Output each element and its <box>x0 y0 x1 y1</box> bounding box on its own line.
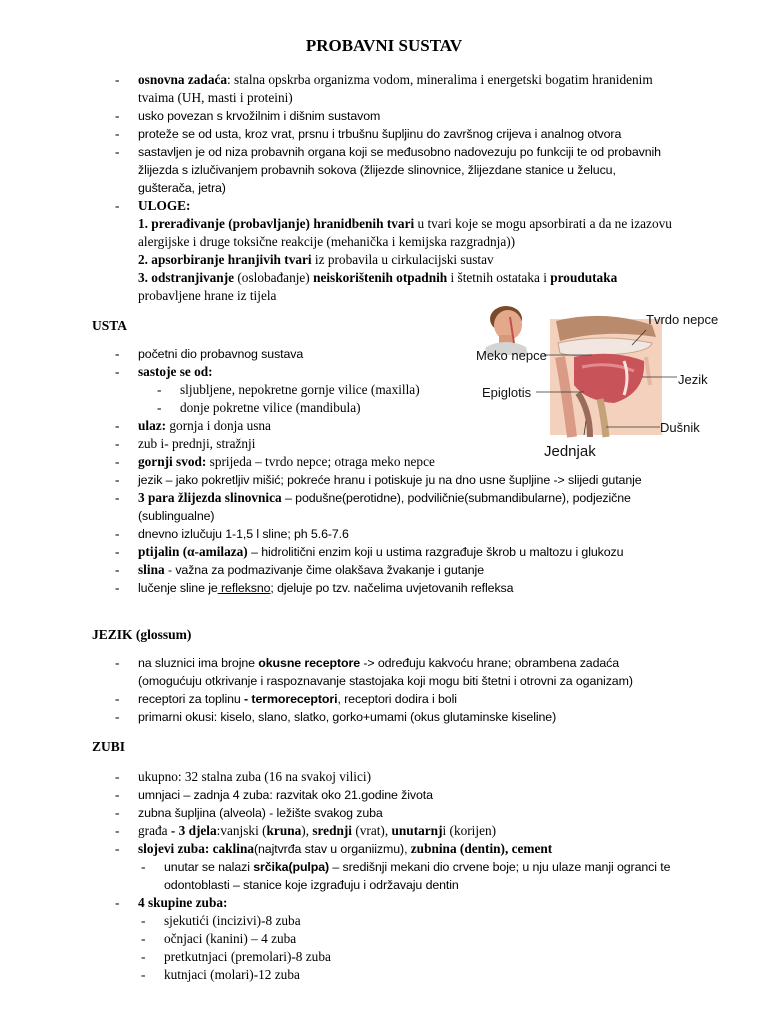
item-text: usko povezan s krvožilnim i dišnim sustavom <box>138 109 381 123</box>
item-text: lučenje sline je <box>138 581 218 595</box>
item-text: proteže se od usta, kroz vrat, prsnu i trbušnu šupljinu do završnog crijeva i analnog otvora <box>138 127 622 141</box>
item-text: sjekutići (incizivi)-8 zuba <box>164 913 301 928</box>
bold-term: 3. odstranjivanje <box>138 270 235 285</box>
item-text: ), <box>301 823 313 838</box>
bold-term: 2. apsorbiranje hranjivih tvari <box>138 252 312 267</box>
item-text: i (korijen) <box>442 823 497 838</box>
mouth-anatomy-figure <box>474 297 719 465</box>
list-item <box>115 894 675 912</box>
list-item <box>115 579 675 597</box>
list-item <box>115 804 675 822</box>
list-item <box>115 708 675 726</box>
bold-term: 4 skupine zuba: <box>138 895 228 910</box>
sub-list-item <box>141 948 675 966</box>
item-text: zubna šupljina (alveola) - ležište svakog zuba <box>138 806 383 820</box>
bold-term: okusne receptore <box>258 656 360 670</box>
item-text: sastavljen je od niza probavnih organa koji se međusobno nadovezuju po funkciji te od probavnih žlijezda s izlučivanjem probavnih sokova (žlijezde slinovnice, žlijezdane stanice u želucu, gušterača, jetra) <box>138 145 661 195</box>
bold-term: neiskorištenih otpadnih <box>313 270 448 285</box>
bold-term: 1. prerađivanje (probavljanje) hranidbenih tvari <box>138 216 415 231</box>
label-jednjak: Jednjak <box>544 443 596 460</box>
item-text: (najtvrđa stav u organiizmu), <box>253 842 411 856</box>
item-text: na sluznici ima brojne <box>138 656 259 670</box>
list-item <box>115 561 675 579</box>
item-text: -> određuju kakvoću hrane; obrambena zadaća (omogućuju otkrivanje i raspoznavanje stastojaka koji mogu biti štetni i otrovni za oganizam) <box>138 656 633 688</box>
cross-section <box>550 316 662 437</box>
item-text: unutar se nalazi <box>164 860 254 874</box>
item-text: :vanjski ( <box>216 823 267 838</box>
list-item <box>115 525 675 543</box>
item-text: u tvari koje se mogu apsorbirati a da ne izazovu alergijske i druge toksične reakcije (mehanička i kemijska razgradnja)) <box>138 216 672 249</box>
item-text: očnjaci (kanini) – 4 zuba <box>164 931 297 946</box>
item-text: kutnjaci (molari)-12 zuba <box>164 967 300 982</box>
bold-term: osnovna zadaća <box>138 72 228 87</box>
section-heading-usta: USTA <box>92 318 128 333</box>
bold-term: 3 para žlijezda slinovnica <box>138 490 282 505</box>
item-text: (oslobađanje) <box>234 270 314 285</box>
list-item <box>115 489 675 525</box>
list-item <box>115 471 675 489</box>
bold-term: proudutaka <box>550 270 618 285</box>
bold-term: slojevi zuba: caklina <box>138 841 254 856</box>
bold-term: ptijalin (α-amilaza) <box>138 544 248 559</box>
sub-list-item <box>141 930 675 948</box>
sub-list-item <box>141 966 675 984</box>
item-text: zub i- prednji, stražnji <box>138 436 256 451</box>
section-heading-jezik: JEZIK (glossum) <box>92 627 192 642</box>
uloge-heading: ULOGE: <box>138 198 191 213</box>
item-text: sljubljene, nepokretne gornje vilice (maxilla) <box>180 382 420 397</box>
list-item <box>115 786 675 804</box>
item-text: iz probavila u cirkulacijski sustav <box>311 252 494 267</box>
section-heading-zubi: ZUBI <box>92 739 126 754</box>
sub-list-item <box>141 858 675 894</box>
item-text: donje pokretne vilice (mandibula) <box>180 400 361 415</box>
bold-term: slina <box>138 562 165 577</box>
label-jezik: Jezik <box>678 372 708 387</box>
label-tvrdo-nepce: Tvrdo nepce <box>646 312 719 327</box>
bold-term: ulaz: <box>138 418 167 433</box>
intro-list <box>115 71 675 305</box>
jezik-list <box>115 654 675 726</box>
item-text: - važna za podmazivanje čime olakšava žvakanje i gutanje <box>164 563 484 577</box>
label-meko-nepce: Meko nepce <box>476 348 547 363</box>
item-text: receptori za toplinu <box>138 692 245 706</box>
list-item <box>115 71 675 107</box>
item-text: , receptori dodira i boli <box>337 692 457 706</box>
underlined-term: refleksno <box>217 581 271 595</box>
list-item <box>115 543 675 561</box>
list-item <box>115 690 675 708</box>
item-text: – podušne(perotidne), podviličnie(submandibularne), podjezične (sublingualne) <box>138 491 631 523</box>
item-text: pretkutnjaci (premolari)-8 zuba <box>164 949 331 964</box>
item-text: jezik – jako pokretljiv mišić; pokreće hranu i potiskuje ju na dno usne šupljine -> slijedi gutanje <box>138 473 642 487</box>
sub-list-item <box>141 912 675 930</box>
item-text: : stalna opskrba organizma vodom, mineralima i energetski bogatim hranidenim tvaima (UH, masti i proteini) <box>138 72 653 105</box>
item-text: građa <box>138 823 171 838</box>
item-text: sprijeda – tvrdo nepce; otraga meko nepce <box>206 454 435 469</box>
bold-term: srčika(pulpa) <box>253 860 330 874</box>
bold-term: kruna <box>266 823 302 838</box>
zubi-list <box>115 768 675 984</box>
list-item <box>115 654 675 690</box>
label-epiglotis: Epiglotis <box>482 385 532 400</box>
bold-term: unutarnj <box>391 823 443 838</box>
label-dusnik: Dušnik <box>660 420 700 435</box>
item-text: – središnji mekani dio crvene boje; u nju ulaze manji ogranci te odontoblasti – stanice koje izgrađuju i održavaju dentin <box>164 860 671 892</box>
item-text: gornja i donja usna <box>166 418 271 433</box>
list-item <box>115 822 675 840</box>
bold-term: zubnina (dentin), cement <box>410 841 553 856</box>
item-text: ukupno: 32 stalna zuba (16 na svakoj vilici) <box>138 769 372 784</box>
item-text: dnevno izlučuju 1-1,5 l sline; ph 5.6-7.6 <box>138 527 349 541</box>
item-text: ; djeluje po tzv. načelima uvjetovanih refleksa <box>270 581 514 595</box>
item-text: i štetnih ostataka i <box>447 270 551 285</box>
bold-term: gornji svod: <box>138 454 207 469</box>
list-item-uloge <box>115 197 675 305</box>
bold-term: sastoje se od: <box>138 364 213 379</box>
list-item <box>115 107 675 125</box>
item-text: probavljene hrane iz tijela <box>138 288 277 303</box>
bold-term: srednji <box>312 823 352 838</box>
item-text: početni dio probavnog sustava <box>138 347 304 361</box>
item-text: (vrat), <box>352 823 392 838</box>
list-item <box>115 840 675 858</box>
bold-term: - termoreceptori <box>244 692 338 706</box>
item-text: umnjaci – zadnja 4 zuba: razvitak oko 21.godine života <box>138 788 433 802</box>
bold-term: - 3 djela <box>170 823 217 838</box>
item-text: primarni okusi: kiselo, slano, slatko, gorko+umami (okus glutaminske kiseline) <box>138 710 557 724</box>
list-item <box>115 125 675 143</box>
page-title: PROBAVNI SUSTAV <box>305 36 463 55</box>
item-text: – hidrolitični enzim koji u ustima razgrađuje škrob u maltozu i glukozu <box>247 545 624 559</box>
list-item <box>115 143 675 197</box>
list-item <box>115 768 675 786</box>
